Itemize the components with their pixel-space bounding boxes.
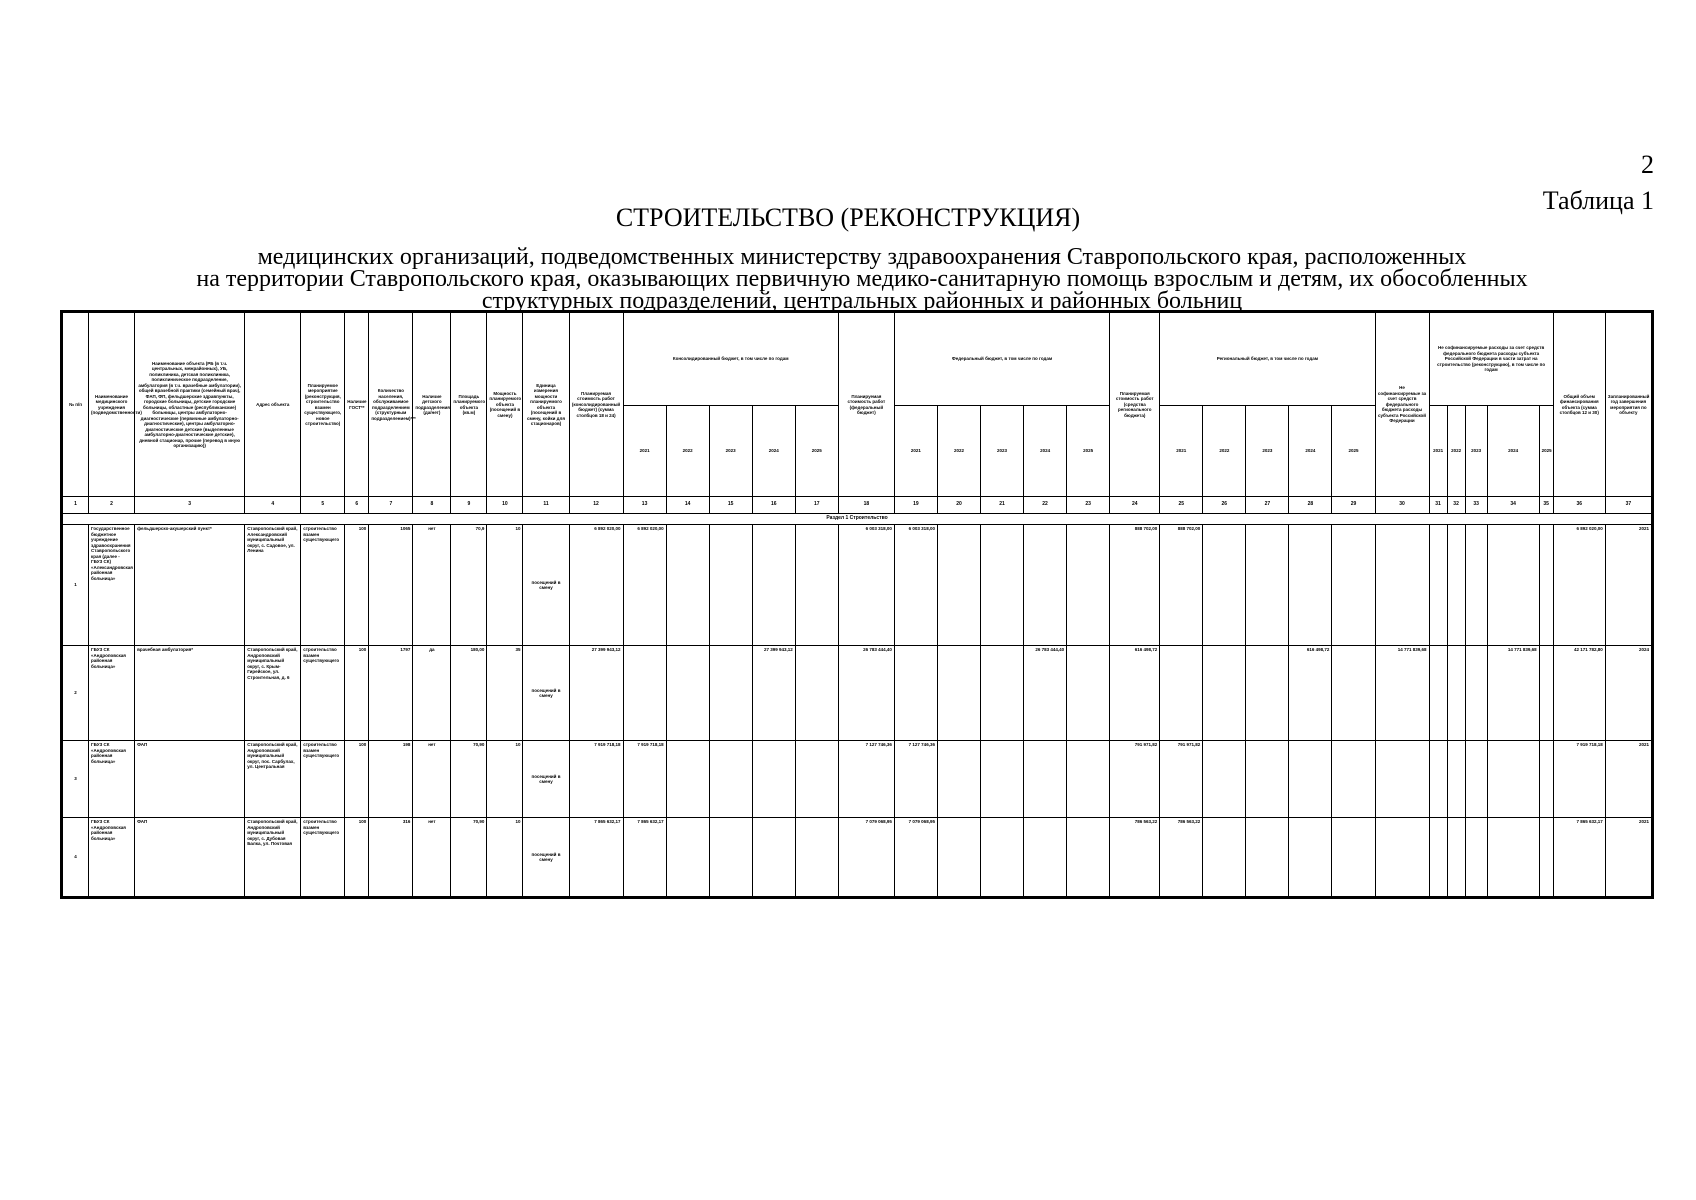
construction-table	[62, 312, 1652, 897]
cell-empty	[1203, 525, 1246, 646]
cell-area: 70,90	[451, 741, 487, 818]
year-header: 2021	[623, 406, 666, 497]
cell-empty	[1429, 741, 1447, 818]
column-number: 27	[1246, 497, 1289, 514]
cell-empty	[795, 818, 838, 897]
cell-org: ГБУЗ СК «Андроповская районная больница»	[89, 646, 135, 741]
cell-empty	[1539, 646, 1553, 741]
col-header-consolidated: Консолидированный бюджет, в том числе по годам	[623, 313, 838, 406]
column-number: 33	[1465, 497, 1487, 514]
cell-c12: 7 865 632,17	[569, 818, 623, 897]
cell-num: 1	[63, 525, 89, 646]
cell-empty	[1465, 646, 1487, 741]
cell-object: фельдшерско-акушерский пункт*	[135, 525, 245, 646]
section-row	[63, 514, 1652, 525]
cell-c37: 2021	[1605, 741, 1651, 818]
cell-c13: 7 865 632,17	[623, 818, 666, 897]
cell-empty	[709, 646, 752, 741]
table-row	[63, 646, 1652, 741]
subtitle-line: медицинских организаций, подведомственных министерству здравоохранения Ставропольского края, расположенных	[257, 244, 1467, 270]
table-row	[63, 525, 1652, 646]
cell-c13: 6 892 020,00	[623, 525, 666, 646]
column-number: 12	[569, 497, 623, 514]
document-title: СТРОИТЕЛЬСТВО (РЕКОНСТРУКЦИЯ)	[615, 203, 1081, 232]
col-header-18: Планируемая стоимость работ (федеральный бюджет)	[838, 313, 894, 497]
cell-c18: 7 079 068,95	[838, 818, 894, 897]
cell-c19	[894, 646, 937, 741]
cell-population: 1797	[369, 646, 413, 741]
cell-num: 4	[63, 818, 89, 897]
cell-unit: посещений в смену	[523, 646, 569, 741]
cell-c25: 791 971,82	[1160, 741, 1203, 818]
cell-empty	[1447, 741, 1465, 818]
cell-capacity: 10	[487, 818, 523, 897]
col-header-10: Мощность планируемого объекта (посещений в смену)	[487, 313, 523, 497]
column-number: 30	[1375, 497, 1429, 514]
year-header: 2025	[795, 406, 838, 497]
cell-c18: 7 127 746,36	[838, 741, 894, 818]
cell-empty	[981, 525, 1024, 646]
cell-c24: 786 563,22	[1110, 818, 1160, 897]
cell-empty	[1429, 646, 1447, 741]
cell-empty	[1429, 525, 1447, 646]
column-number: 24	[1110, 497, 1160, 514]
cell-c37: 2021	[1605, 525, 1651, 646]
cell-population: 198	[369, 741, 413, 818]
column-number-row	[63, 497, 1652, 514]
col-header-regional: Региональный бюджет, в том числе по годам	[1160, 313, 1375, 406]
cell-empty	[666, 525, 709, 646]
cell-c19: 6 003 318,00	[894, 525, 937, 646]
column-number: 4	[245, 497, 301, 514]
cell-empty	[981, 741, 1024, 818]
cell-c25: 888 702,00	[1160, 525, 1203, 646]
cell-unit: посещений в смену	[523, 741, 569, 818]
cell-empty	[937, 525, 980, 646]
column-number: 28	[1289, 497, 1332, 514]
header-row-group	[63, 313, 1652, 406]
cell-c24: 888 702,00	[1110, 525, 1160, 646]
column-number: 5	[301, 497, 345, 514]
cell-org: ГБУЗ СК «Андроповская районная больница»	[89, 741, 135, 818]
cell-c30	[1375, 525, 1429, 646]
table-row	[63, 741, 1652, 818]
cell-empty	[1465, 741, 1487, 818]
cell-address: Ставропольский край, Александровский муниципальный округ, с. Садовое, ул. Ленина	[245, 525, 301, 646]
cell-c37: 2024	[1605, 646, 1651, 741]
year-header: 2024	[1487, 406, 1539, 497]
cell-org: ГБУЗ СК «Андроповская районная больница»	[89, 818, 135, 897]
column-number: 9	[451, 497, 487, 514]
year-header: 2025	[1539, 406, 1553, 497]
col-header-7: Количество населения, обслуживаемое подразделением (структурным подразделением)***	[369, 313, 413, 497]
col-header-30: Не софинансируемые за счет средств федерального бюджета расходы субъекта Российской Федерации	[1375, 313, 1429, 497]
cell-empty	[709, 741, 752, 818]
cell-c13: 7 919 718,18	[623, 741, 666, 818]
cell-empty	[1332, 818, 1375, 897]
cell-empty	[1465, 818, 1487, 897]
cell-c28: 616 498,72	[1289, 646, 1332, 741]
year-header: 2025	[1067, 406, 1110, 497]
col-header-8: Наличие детского подразделения (да/нет)	[413, 313, 451, 497]
cell-empty	[1447, 646, 1465, 741]
col-header-4: Адрес объекта	[245, 313, 301, 497]
cell-c34	[1487, 525, 1539, 646]
column-number: 11	[523, 497, 569, 514]
cell-empty	[1539, 741, 1553, 818]
cell-area: 70,9	[451, 525, 487, 646]
document-subtitle	[72, 246, 1652, 312]
cell-gost: 100	[345, 741, 369, 818]
cell-c22: 26 783 444,40	[1024, 646, 1067, 741]
cell-object: ФАП	[135, 818, 245, 897]
cell-empty	[1067, 818, 1110, 897]
cell-c25	[1160, 646, 1203, 741]
cell-c22	[1024, 818, 1067, 897]
column-number: 14	[666, 497, 709, 514]
cell-empty	[937, 646, 980, 741]
cell-c34	[1487, 818, 1539, 897]
year-header: 2023	[981, 406, 1024, 497]
column-number: 16	[752, 497, 795, 514]
year-header: 2021	[894, 406, 937, 497]
table-row	[63, 818, 1652, 897]
column-number: 7	[369, 497, 413, 514]
column-number: 6	[345, 497, 369, 514]
cell-empty	[981, 646, 1024, 741]
cell-empty	[666, 646, 709, 741]
cell-empty	[1203, 646, 1246, 741]
cell-empty	[1447, 525, 1465, 646]
column-number: 26	[1203, 497, 1246, 514]
cell-c22	[1024, 741, 1067, 818]
cell-unit: посещений в смену	[523, 525, 569, 646]
col-header-5: Планируемое мероприятие (реконструкция, строительство взамен существующего, новое строительство)	[301, 313, 345, 497]
cell-c16: 27 399 943,12	[752, 646, 795, 741]
col-header-37: Запланированный год завершения мероприятия по объекту	[1605, 313, 1651, 497]
column-number: 18	[838, 497, 894, 514]
cell-empty	[1246, 646, 1289, 741]
cell-empty	[666, 818, 709, 897]
cell-child: нет	[413, 741, 451, 818]
cell-empty	[1246, 525, 1289, 646]
cell-population: 1065	[369, 525, 413, 646]
column-number: 21	[981, 497, 1024, 514]
col-header-24: Планируемая стоимость работ (средства регионального бюджета)	[1110, 313, 1160, 497]
subtitle-line: на территории Ставропольского края, оказывающих первичную медико-санитарную помощь взрослым и детям, их обособленных	[196, 266, 1528, 292]
cell-empty	[795, 525, 838, 646]
year-header: 2025	[1332, 406, 1375, 497]
cell-object: врачебная амбулатория*	[135, 646, 245, 741]
cell-num: 2	[63, 646, 89, 741]
col-header-3: Наименование объекта (РБ (в т.ч. центральных, межрайонных), УБ, поликлиника, детская поликлиника, поликлиническое подразделение, амбулатория (в т.ч. врачебные амбулатории), общей врачебной практики (семейный врач), ФАП, ФП, фельдшерские здравпункты, городские больницы, детские городские больницы, областные (республиканские) больницы, центры амбулаторно-диагностические (первичные амбулаторно-диагностические), центры амбулаторно-диагностические детские (выделенные амбулаторно-диагностические детские), дневной стационар, прочие (перевод в иную организацию))	[135, 313, 245, 497]
cell-empty	[1067, 525, 1110, 646]
subtitle-line: структурных подразделений, центральных районных и районных больниц	[481, 288, 1243, 314]
cell-empty	[709, 818, 752, 897]
col-header-1: № п/п	[63, 313, 89, 497]
cell-c36: 6 892 020,00	[1553, 525, 1605, 646]
column-number: 31	[1429, 497, 1447, 514]
year-header: 2024	[752, 406, 795, 497]
cell-c24: 616 498,72	[1110, 646, 1160, 741]
cell-c19: 7 127 746,36	[894, 741, 937, 818]
cell-c36: 7 865 632,17	[1553, 818, 1605, 897]
cell-c37: 2021	[1605, 818, 1651, 897]
cell-org: Государственное бюджетное учреждение здравоохранения Ставропольского края (далее - ГБУЗ СК) «Александровская районная больница»	[89, 525, 135, 646]
col-header-2: Наименование медицинского учреждения (подведомственности)	[89, 313, 135, 497]
cell-empty	[1447, 818, 1465, 897]
cell-child: нет	[413, 525, 451, 646]
column-number: 32	[1447, 497, 1465, 514]
cell-c24: 791 971,82	[1110, 741, 1160, 818]
column-number: 13	[623, 497, 666, 514]
cell-empty	[937, 818, 980, 897]
table-label: Таблица 1	[1542, 186, 1654, 215]
cell-area: 180,00	[451, 646, 487, 741]
cell-c12: 6 892 020,00	[569, 525, 623, 646]
cell-measure: строительство взамен существующего	[301, 741, 345, 818]
cell-empty	[1246, 818, 1289, 897]
cell-empty	[1246, 741, 1289, 818]
column-number: 25	[1160, 497, 1203, 514]
col-header-9: Площадь планируемого объекта (кв.м)	[451, 313, 487, 497]
column-number: 19	[894, 497, 937, 514]
cell-c30	[1375, 741, 1429, 818]
cell-empty	[1203, 818, 1246, 897]
cell-empty	[1465, 525, 1487, 646]
cell-empty	[981, 818, 1024, 897]
cell-empty	[795, 646, 838, 741]
col-header-6: Наличие ГОСТ**	[345, 313, 369, 497]
cell-empty	[1332, 525, 1375, 646]
column-number: 35	[1539, 497, 1553, 514]
column-number: 37	[1605, 497, 1651, 514]
year-header: 2024	[1024, 406, 1067, 497]
cell-empty	[709, 525, 752, 646]
cell-child: нет	[413, 818, 451, 897]
cell-c16	[752, 818, 795, 897]
cell-gost: 100	[345, 646, 369, 741]
cell-empty	[795, 741, 838, 818]
year-header: 2022	[937, 406, 980, 497]
cell-area: 70,90	[451, 818, 487, 897]
cell-address: Ставропольский край, Андроповский муниципальный округ, пос. Сарбулах, ул. Центральная	[245, 741, 301, 818]
cell-c28	[1289, 818, 1332, 897]
cell-num: 3	[63, 741, 89, 818]
cell-population: 316	[369, 818, 413, 897]
cell-c16	[752, 525, 795, 646]
cell-c13	[623, 646, 666, 741]
cell-empty	[1067, 741, 1110, 818]
cell-capacity: 10	[487, 525, 523, 646]
cell-empty	[1067, 646, 1110, 741]
cell-empty	[666, 741, 709, 818]
col-header-36: Общий объем финансирования объекта (сумма столбцов 12 и 30)	[1553, 313, 1605, 497]
column-number: 23	[1067, 497, 1110, 514]
cell-c34: 14 771 839,68	[1487, 646, 1539, 741]
cell-empty	[1539, 818, 1553, 897]
column-number: 17	[795, 497, 838, 514]
col-header-nonfin: Не софинансируемые расходы за счет средств федерального бюджета расходы субъекта Российской Федерации в части затрат на строительство (реконструкцию), в том числе по годам	[1429, 313, 1553, 406]
cell-empty	[1539, 525, 1553, 646]
column-number: 22	[1024, 497, 1067, 514]
cell-measure: строительство взамен существующего	[301, 525, 345, 646]
year-header: 2024	[1289, 406, 1332, 497]
cell-c36: 42 171 782,80	[1553, 646, 1605, 741]
page-number: 2	[1641, 150, 1654, 179]
cell-c30	[1375, 818, 1429, 897]
column-number: 34	[1487, 497, 1539, 514]
cell-c16	[752, 741, 795, 818]
cell-c30: 14 771 839,68	[1375, 646, 1429, 741]
section-title: Раздел 1 Строительство	[63, 514, 1652, 525]
year-header: 2023	[1246, 406, 1289, 497]
cell-c19: 7 079 068,95	[894, 818, 937, 897]
cell-c22	[1024, 525, 1067, 646]
year-header: 2023	[709, 406, 752, 497]
cell-c34	[1487, 741, 1539, 818]
cell-empty	[1332, 741, 1375, 818]
cell-c18: 6 003 318,00	[838, 525, 894, 646]
cell-empty	[1332, 646, 1375, 741]
column-number: 1	[63, 497, 89, 514]
cell-address: Ставропольский край, Андроповский муниципальный округ, с. Дубовая Балка, ул. Почтовая	[245, 818, 301, 897]
column-number: 36	[1553, 497, 1605, 514]
cell-capacity: 10	[487, 741, 523, 818]
col-header-11: Единица измерения мощности планируемого объекта (посещений в смену, койки для стационаров)	[523, 313, 569, 497]
column-number: 8	[413, 497, 451, 514]
cell-measure: строительство взамен существующего	[301, 646, 345, 741]
column-number: 20	[937, 497, 980, 514]
cell-measure: строительство взамен существующего	[301, 818, 345, 897]
cell-child: да	[413, 646, 451, 741]
cell-c28	[1289, 525, 1332, 646]
cell-c12: 7 919 718,18	[569, 741, 623, 818]
cell-empty	[1203, 741, 1246, 818]
year-header: 2022	[1203, 406, 1246, 497]
year-header: 2021	[1429, 406, 1447, 497]
cell-gost: 100	[345, 525, 369, 646]
column-number: 3	[135, 497, 245, 514]
col-header-12: Планируемая стоимость работ (консолидированный бюджет) (сумма столбцов 18 и 24)	[569, 313, 623, 497]
year-header: 2021	[1160, 406, 1203, 497]
cell-empty	[1429, 818, 1447, 897]
year-header: 2022	[1447, 406, 1465, 497]
column-number: 2	[89, 497, 135, 514]
cell-capacity: 35	[487, 646, 523, 741]
column-number: 29	[1332, 497, 1375, 514]
cell-address: Ставропольский край, Андроповский муниципальный округ, с. Крым-Гирейское, ул. Строительная, д. 6	[245, 646, 301, 741]
column-number: 10	[487, 497, 523, 514]
cell-c28	[1289, 741, 1332, 818]
cell-gost: 100	[345, 818, 369, 897]
cell-c25: 786 563,22	[1160, 818, 1203, 897]
year-header: 2022	[666, 406, 709, 497]
cell-unit: посещений в смену	[523, 818, 569, 897]
column-number: 15	[709, 497, 752, 514]
cell-c18: 26 783 444,40	[838, 646, 894, 741]
cell-object: ФАП	[135, 741, 245, 818]
cell-c12: 27 399 943,12	[569, 646, 623, 741]
cell-empty	[937, 741, 980, 818]
year-header: 2023	[1465, 406, 1487, 497]
col-header-federal: Федеральный бюджет, в том числе по годам	[894, 313, 1109, 406]
cell-c36: 7 919 718,18	[1553, 741, 1605, 818]
